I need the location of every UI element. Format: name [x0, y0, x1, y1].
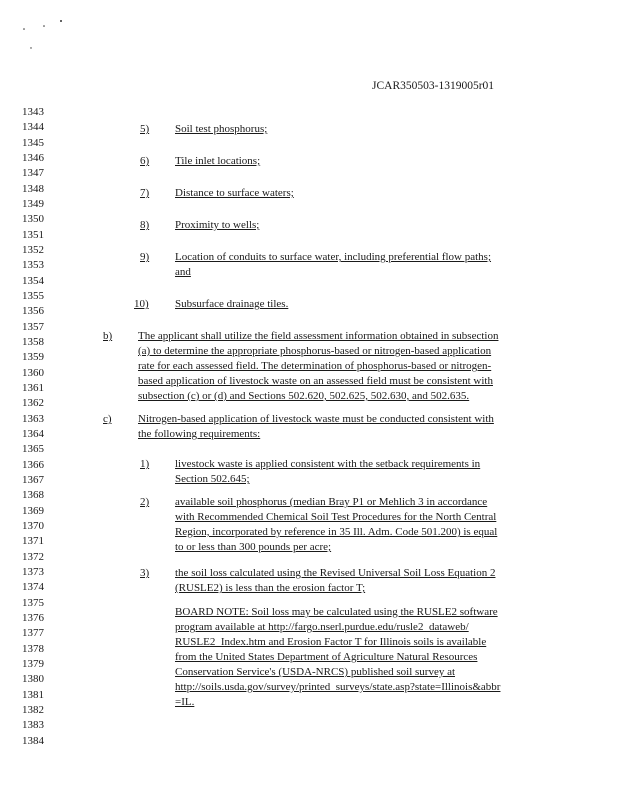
line-number: 1380 [22, 673, 44, 686]
subsection-label-b: b) [103, 330, 113, 342]
scan-speck [23, 28, 25, 30]
item-text-proximity-wells: Proximity to wells; [175, 219, 260, 231]
line-number: 1366 [22, 458, 44, 471]
item-c3-line: the soil loss calculated using the Revised Universal Soil Loss Equation 2 [175, 567, 496, 579]
line-number: 1374 [22, 581, 44, 594]
line-number: 1353 [22, 259, 44, 272]
line-number: 1381 [22, 688, 44, 701]
item-label-c2: 2) [140, 496, 150, 508]
line-number: 1367 [22, 473, 44, 486]
line-number: 1344 [22, 121, 44, 134]
item-text-soil-test-phosphorus: Soil test phosphorus; [175, 123, 268, 135]
line-number: 1351 [22, 228, 44, 241]
scan-speck [30, 47, 31, 48]
line-number: 1363 [22, 412, 44, 425]
line-number: 1350 [22, 213, 44, 226]
line-number: 1373 [22, 565, 44, 578]
subsection-c-line: the following requirements: [138, 428, 261, 440]
line-number: 1365 [22, 443, 44, 456]
line-number: 1362 [22, 397, 44, 410]
item-c2-line: with Recommended Chemical Soil Test Procedures for the North Central [175, 511, 497, 523]
line-number: 1346 [22, 152, 44, 164]
item-label-5: 5) [140, 123, 150, 135]
subsection-b-line: rate for each assessed field. The determination of phosphorus-based or nitrogen- [138, 360, 492, 372]
line-number: 1354 [22, 274, 44, 287]
line-number: 1383 [22, 719, 44, 732]
line-number: 1361 [22, 381, 44, 394]
line-number: 1348 [22, 182, 44, 195]
board-note-line: RUSLE2_Index.htm and Erosion Factor T for Illinois soils is available [175, 636, 487, 648]
scan-speck [43, 25, 45, 27]
line-number: 1358 [22, 335, 44, 348]
line-number: 1349 [22, 198, 44, 210]
line-number: 1357 [22, 320, 44, 333]
line-number: 1375 [22, 596, 44, 609]
board-note-line: BOARD NOTE: Soil loss may be calculated using the RUSLE2 software [175, 606, 498, 618]
item-text-distance-surface-waters: Distance to surface waters; [175, 187, 294, 199]
item-text-conduits: Location of conduits to surface water, including preferential flow paths; [175, 251, 492, 263]
line-number: 1368 [22, 489, 44, 502]
line-number: 1364 [22, 427, 44, 440]
item-label-9: 9) [140, 251, 150, 263]
item-label-c3: 3) [140, 567, 150, 579]
line-number: 1371 [22, 535, 44, 548]
item-label-c1: 1) [140, 458, 150, 470]
subsection-b-line: The applicant shall utilize the field assessment information obtained in subsection [138, 330, 499, 342]
item-c2-line: available soil phosphorus (median Bray P1 or Mehlich 3 in accordance [175, 496, 488, 508]
board-note-line: =IL. [175, 696, 195, 708]
line-number: 1382 [22, 703, 44, 716]
item-c2-line: to or less than 300 pounds per acre; [175, 541, 332, 553]
line-number: 1372 [22, 550, 44, 563]
subsection-b-line: (a) to determine the appropriate phosphorus-based or nitrogen-based application [138, 345, 492, 357]
line-number: 1359 [22, 351, 44, 364]
line-number: 1347 [22, 167, 44, 180]
line-number: 1377 [22, 627, 44, 640]
line-number: 1370 [22, 519, 44, 532]
line-number: 1355 [22, 290, 44, 302]
line-number: 1352 [22, 244, 44, 256]
line-number: 1345 [22, 136, 44, 149]
line-number: 1343 [22, 106, 44, 118]
line-number: 1376 [22, 611, 44, 624]
item-c1-line: livestock waste is applied consistent with the setback requirements in [175, 458, 481, 470]
line-number: 1356 [22, 305, 44, 318]
item-text-tile-inlet: Tile inlet locations; [175, 155, 261, 167]
line-number: 1384 [22, 734, 44, 747]
board-note-line: http://soils.usda.gov/survey/printed_surveys/state.asp?state=Illinois&abbr [175, 681, 501, 693]
line-number: 1378 [22, 642, 44, 655]
subsection-c-line: Nitrogen-based application of livestock waste must be conducted consistent with [138, 413, 494, 425]
board-note-line: program available at http://fargo.nserl.purdue.edu/rusle2_dataweb/ [175, 621, 469, 633]
board-note-line: Conservation Service's (USDA-NRCS) published soil survey at [175, 666, 456, 678]
line-number: 1360 [22, 366, 44, 379]
line-number: 1369 [22, 504, 44, 517]
item-text-subsurface-tiles: Subsurface drainage tiles. [175, 298, 289, 310]
item-label-7: 7) [140, 187, 150, 199]
item-c1-line: Section 502.645; [175, 473, 250, 485]
subsection-b-line: subsection (c) or (d) and Sections 502.620, 502.625, 502.630, and 502.635. [138, 390, 470, 402]
item-label-6: 6) [140, 155, 150, 167]
board-note-line: from the United States Department of Agriculture Natural Resources [175, 651, 478, 663]
scan-speck [60, 20, 62, 22]
item-label-8: 8) [140, 219, 150, 231]
item-text-conduits-cont: and [175, 266, 191, 278]
document-id-header: JCAR350503-1319005r01 [372, 80, 495, 92]
item-label-10: 10) [134, 298, 149, 310]
item-c2-line: Region, incorporated by reference in 35 Ill. Adm. Code 501.200) is equal [175, 526, 498, 538]
subsection-b-line: based application of livestock waste on an assessed field must be consistent with [138, 375, 493, 387]
subsection-label-c: c) [103, 413, 112, 425]
line-number: 1379 [22, 657, 44, 670]
item-c3-line: (RUSLE2) is less than the erosion factor T; [175, 582, 366, 594]
